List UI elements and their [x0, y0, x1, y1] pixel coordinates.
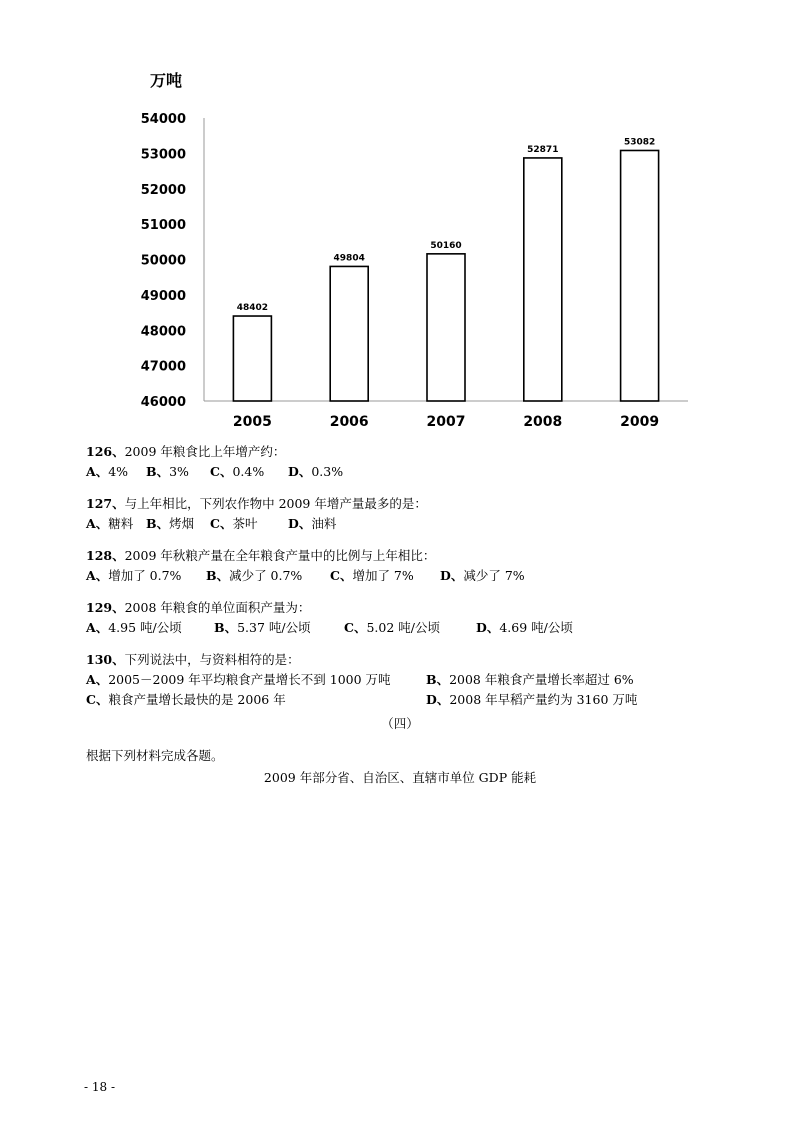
x-tick-label: 2008 — [523, 414, 563, 430]
answer-option[interactable] — [146, 462, 189, 482]
question-block — [86, 546, 525, 586]
option-letter: A、 — [86, 568, 109, 583]
question-text: 下列说法中，与资料相符的是： — [124, 652, 300, 667]
question-text: 2009 年粮食比上年增产约： — [124, 444, 286, 459]
answer-option[interactable] — [214, 618, 311, 638]
x-tick-label: 2005 — [232, 414, 272, 430]
question-stem — [86, 442, 285, 462]
option-letter: A、 — [86, 672, 109, 687]
question-block — [86, 598, 573, 638]
option-letter: C、 — [86, 692, 109, 707]
y-tick-label: 49000 — [140, 288, 186, 304]
answer-option[interactable] — [476, 618, 573, 638]
option-text: 茶叶 — [232, 516, 258, 531]
y-tick-label: 53000 — [140, 147, 186, 163]
option-letter: B、 — [146, 516, 170, 531]
question-number: 126、 — [86, 444, 125, 459]
y-tick-label: 50000 — [140, 253, 186, 269]
question-number: 128、 — [86, 548, 125, 563]
answer-option[interactable] — [86, 514, 133, 534]
bar — [524, 158, 562, 401]
question-block — [86, 650, 638, 710]
section-marker: （四） — [381, 716, 419, 731]
option-letter: B、 — [206, 568, 230, 583]
question-number: 129、 — [86, 600, 125, 615]
options-row — [86, 462, 344, 482]
option-text: 2008 年早稻产量约为 3160 万吨 — [449, 692, 638, 707]
option-letter: C、 — [330, 568, 353, 583]
answer-option[interactable] — [288, 514, 336, 534]
option-letter: C、 — [210, 516, 233, 531]
x-tick-label: 2006 — [329, 414, 369, 430]
option-letter: D、 — [426, 692, 450, 707]
page-number: - 18 - — [84, 1080, 116, 1094]
option-letter: B、 — [214, 620, 238, 635]
answer-option[interactable] — [344, 618, 440, 638]
option-letter: D、 — [288, 516, 312, 531]
options-row — [86, 670, 634, 690]
question-stem — [86, 546, 435, 566]
option-text: 3% — [169, 464, 189, 479]
options-row — [86, 618, 573, 638]
answer-option[interactable] — [426, 670, 634, 690]
option-text: 5.02 吨/公顷 — [366, 620, 440, 635]
y-tick-label: 52000 — [140, 182, 186, 198]
bar — [621, 150, 659, 401]
question-number: 127、 — [86, 496, 125, 511]
y-axis-unit-label: 万吨 — [150, 71, 183, 90]
option-letter: C、 — [344, 620, 367, 635]
option-letter: D、 — [288, 464, 312, 479]
question-stem — [86, 650, 300, 670]
bar-data-label: 49804 — [333, 253, 365, 264]
option-text: 4.69 吨/公顷 — [499, 620, 573, 635]
answer-option[interactable] — [86, 566, 181, 586]
option-text: 减少了 7% — [463, 568, 525, 583]
option-text: 增加了 0.7% — [108, 568, 182, 583]
y-tick-label: 46000 — [140, 395, 186, 410]
option-letter: B、 — [426, 672, 450, 687]
question-text: 与上年相比，下列农作物中 2009 年增产量最多的是： — [124, 496, 427, 511]
answer-option[interactable] — [86, 690, 286, 710]
option-text: 油料 — [311, 516, 337, 531]
option-text: 0.4% — [232, 464, 265, 479]
y-tick-label: 47000 — [140, 359, 186, 375]
bar-data-label: 48402 — [236, 303, 269, 314]
bar-data-label: 53082 — [623, 137, 656, 148]
question-stem — [86, 598, 310, 618]
option-text: 烤烟 — [169, 516, 195, 531]
option-text: 糖料 — [108, 516, 134, 531]
option-text: 增加了 7% — [352, 568, 414, 583]
grain-output-bar-chart — [0, 0, 800, 440]
answer-option[interactable] — [206, 566, 302, 586]
question-block — [86, 494, 427, 534]
answer-option[interactable] — [288, 462, 343, 482]
option-text: 2005－2009 年平均粮食产量增长不到 1000 万吨 — [108, 672, 391, 687]
answer-option[interactable] — [86, 618, 182, 638]
options-row — [86, 566, 525, 586]
option-letter: D、 — [440, 568, 464, 583]
y-tick-label: 48000 — [140, 324, 186, 340]
bar — [427, 254, 465, 401]
bar — [330, 266, 368, 401]
answer-option[interactable] — [210, 514, 257, 534]
answer-option[interactable] — [426, 690, 637, 710]
question-number: 130、 — [86, 652, 125, 667]
options-row — [86, 690, 638, 710]
y-tick-label: 51000 — [140, 218, 186, 234]
options-row — [86, 514, 427, 534]
option-letter: D、 — [476, 620, 500, 635]
option-text: 2008 年粮食产量增长率超过 6% — [449, 672, 634, 687]
y-tick-label: 54000 — [140, 112, 186, 127]
bar — [233, 316, 271, 401]
option-text: 0.3% — [311, 464, 344, 479]
option-letter: A、 — [86, 516, 109, 531]
question-text: 2009 年秋粮产量在全年粮食产量中的比例与上年相比： — [124, 548, 436, 563]
answer-option[interactable] — [86, 670, 391, 690]
option-text: 4.95 吨/公顷 — [108, 620, 182, 635]
option-letter: B、 — [146, 464, 170, 479]
x-tick-label: 2007 — [426, 414, 466, 430]
option-text: 减少了 0.7% — [229, 568, 303, 583]
bar-data-label: 50160 — [430, 240, 462, 251]
answer-option[interactable] — [86, 462, 128, 482]
bar-data-label: 52871 — [527, 144, 559, 155]
answer-option[interactable] — [440, 566, 525, 586]
answer-option[interactable] — [146, 514, 194, 534]
answer-option[interactable] — [330, 566, 414, 586]
option-text: 4% — [108, 464, 129, 479]
question-text: 2008 年粮食的单位面积产量为： — [124, 600, 311, 615]
next-table-title: 2009 年部分省、自治区、直辖市单位 GDP 能耗 — [263, 770, 537, 785]
answer-option[interactable] — [210, 462, 264, 482]
option-letter: A、 — [86, 620, 109, 635]
instruction-text: 根据下列材料完成各题。 — [86, 748, 224, 763]
option-letter: C、 — [210, 464, 233, 479]
option-text: 5.37 吨/公顷 — [237, 620, 311, 635]
option-text: 粮食产量增长最快的是 2006 年 — [108, 692, 286, 707]
question-stem — [86, 494, 427, 514]
x-tick-label: 2009 — [620, 414, 660, 430]
question-block — [86, 442, 344, 482]
option-letter: A、 — [86, 464, 109, 479]
